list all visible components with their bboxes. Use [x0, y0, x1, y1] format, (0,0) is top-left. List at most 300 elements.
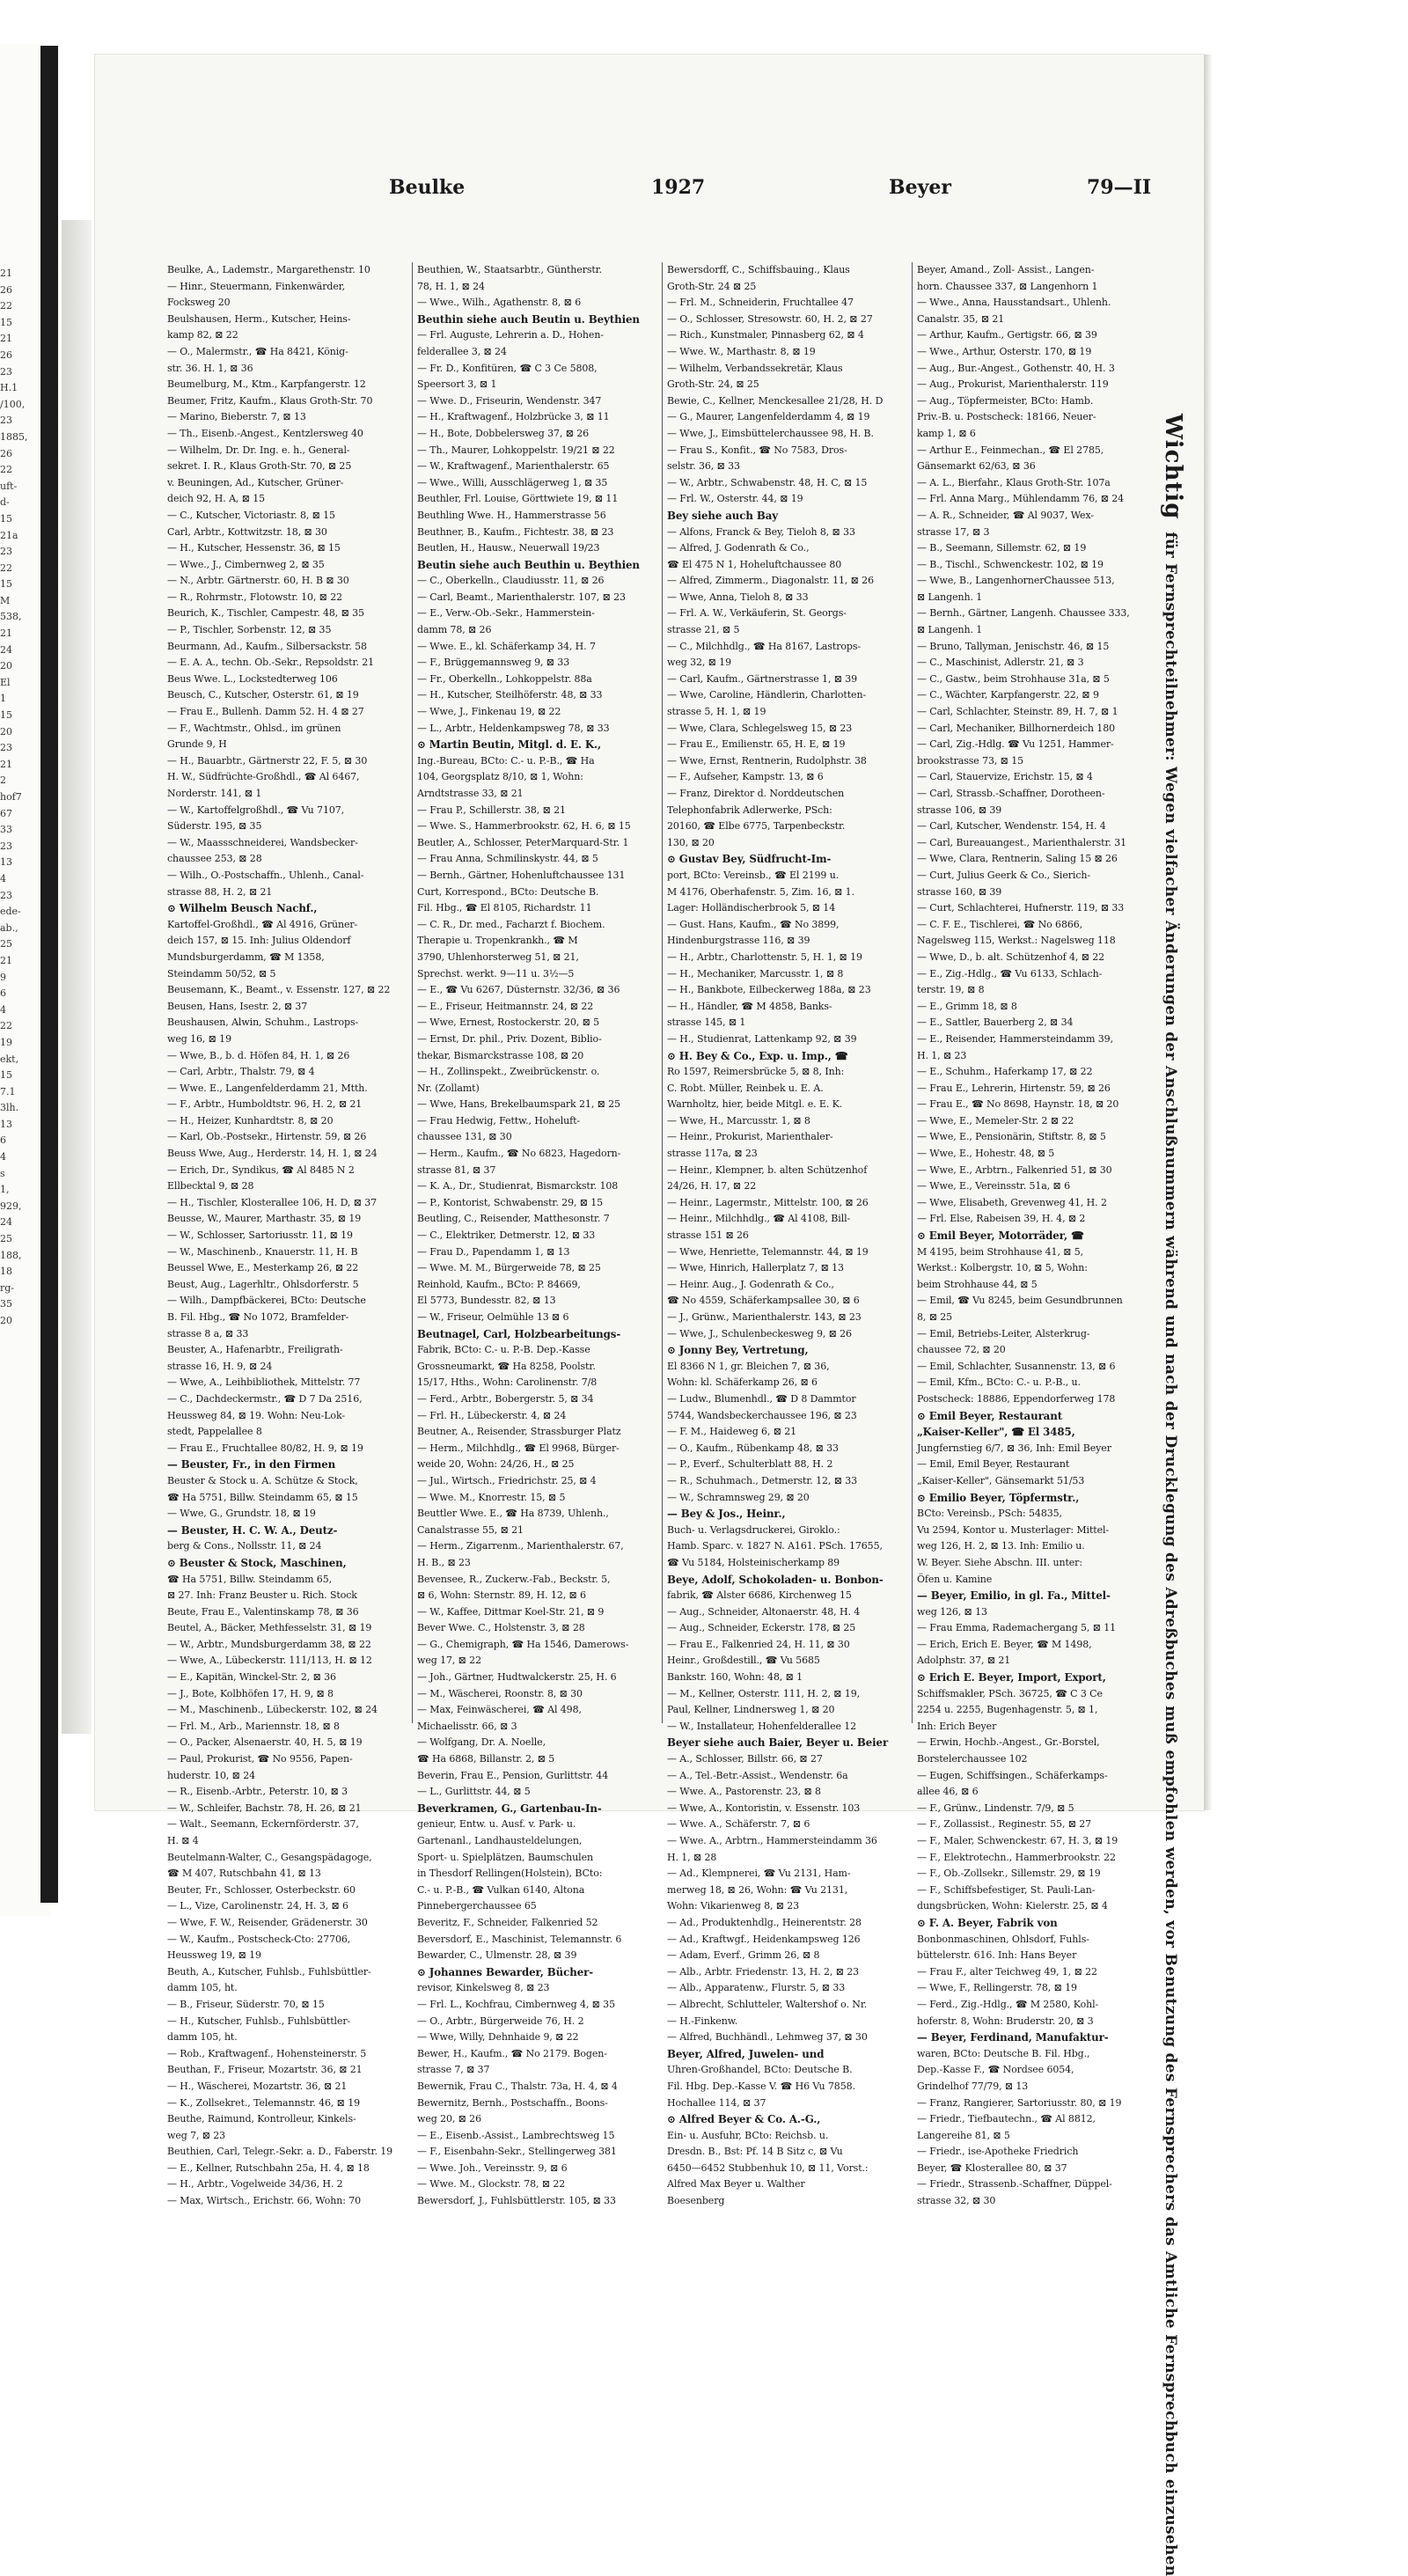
directory-entry: 2254 u. 2255, Bugenhagenstr. 5, ⊠ 1,	[917, 1704, 1098, 1716]
directory-entry: Sport- u. Spielplätzen, Baumschulen	[417, 1851, 593, 1863]
directory-entry: — Heinr., Lagermstr., Mittelstr. 100, ⊠ 26	[667, 1196, 869, 1208]
directory-entry: Wohn: Vikarienweg 8, ⊠ 23	[667, 1900, 800, 1912]
directory-entry: B. Fil. Hbg., ☎ No 1072, Bramfelder-	[167, 1311, 349, 1323]
directory-entry: revisor, Kinkelsweg 8, ⊠ 23	[417, 1982, 550, 1994]
directory-entry: Beyer, Amand., Zoll- Assist., Langen-	[917, 264, 1095, 275]
directory-entry: Beuthner, B., Kaufm., Fichtestr. 38, ⊠ 23	[417, 525, 614, 538]
directory-entry: strasse 106, ⊠ 39	[917, 804, 1002, 816]
directory-entry: 24/26, H. 17, ⊠ 22	[667, 1180, 757, 1193]
directory-entry: strasse 151 ⊠ 26	[667, 1229, 749, 1242]
margin-fragment: 15	[0, 316, 12, 328]
directory-entry: Beuthe, Raimund, Kontrolleur, Kinkels-	[167, 2113, 356, 2125]
directory-entry: Reinhold, Kaufm., BCto: P. 84669,	[417, 1278, 581, 1290]
directory-entry: Groth-Str. 24, ⊠ 25	[667, 378, 759, 391]
directory-entry: — Beyer, Emilio, in gl. Fa., Mittel-	[917, 1589, 1111, 1603]
directory-entry: Grunde 9, H	[167, 738, 227, 751]
directory-entry: — H., Kutscher, Steilhöferstr. 48, ⊠ 33	[417, 689, 603, 701]
directory-entry: — F., Maler, Schwenckestr. 67, H. 3, ⊠ 19	[917, 1835, 1118, 1846]
directory-entry: — C., Kutscher, Victoriastr. 8, ⊠ 15	[167, 509, 335, 521]
directory-entry: weg 126, H. 2, ⊠ 13. Inh: Emilio u.	[917, 1540, 1085, 1552]
directory-entry: Steindamm 50/52, ⊠ 5	[167, 967, 276, 980]
directory-entry: — H., Arbtr., Vogelweide 34/36, H. 2	[167, 2178, 343, 2191]
margin-fragment: 13	[0, 856, 12, 869]
page-gutter	[62, 220, 92, 1734]
directory-entry: Warnholtz, hier, beide Mitgl. e. E. K.	[667, 1098, 843, 1111]
margin-fragment: 2	[0, 774, 6, 787]
margin-fragment: 6	[0, 987, 6, 1000]
directory-entry: Beusemann, K., Beamt., v. Essenstr. 127, ⊠ 22	[167, 984, 391, 996]
directory-entry: brookstrasse 73, ⊠ 15	[917, 754, 1023, 767]
directory-entry: Nagelsweg 115, Werkst.: Nagelsweg 118	[917, 935, 1116, 947]
directory-entry: — O., Schlosser, Stresowstr. 60, H. 2, ⊠ 27	[667, 312, 873, 325]
directory-entry: weide 20, Wohn: 24/26, H., ⊠ 25	[417, 1458, 575, 1471]
directory-entry: 15/17, Hths., Wohn: Carolinenstr. 7/8	[417, 1376, 598, 1389]
directory-entry: Alfred Max Beyer u. Walther	[667, 2178, 805, 2191]
directory-entry: — Heinr., Prokurist, Marienthaler-	[667, 1131, 833, 1143]
directory-entry: — Alb., Arbtr. Friedenstr. 13, H. 2, ⊠ 23	[667, 1965, 860, 1978]
directory-entry: Pinnebergerchaussee 65	[417, 1900, 537, 1912]
directory-entry: ⊙ Johannes Bewarder, Bücher-	[417, 1965, 594, 1978]
directory-entry: felderallee 3, ⊠ 24	[417, 345, 507, 357]
directory-entry: H. ⊠ 4	[167, 1835, 199, 1846]
directory-entry: Beurmann, Ad., Kaufm., Silbersackstr. 58	[167, 640, 367, 652]
directory-entry: — Wwe, Anna, Tieloh 8, ⊠ 33	[667, 591, 809, 603]
directory-entry: Inh: Erich Beyer	[917, 1720, 997, 1732]
directory-entry: — W., Arbtr., Mundsburgerdamm 38, ⊠ 22	[167, 1638, 371, 1650]
directory-entry: — W., Schlosser, Sartoriusstr. 11, ⊠ 19	[167, 1229, 353, 1242]
margin-fragment: 19	[0, 1036, 12, 1048]
directory-entry: — Wwe, J., Finkenau 19, ⊠ 22	[417, 706, 561, 718]
directory-entry: — E., Friseur, Heitmannstr. 24, ⊠ 22	[417, 1000, 594, 1012]
directory-entry: Beutner, A., Reisender, Strassburger Platz	[417, 1426, 621, 1438]
directory-entry: Grindelhof 77/79, ⊠ 13	[917, 2080, 1029, 2092]
directory-entry: — Carl, Mechaniker, Billhornerdeich 180	[917, 722, 1116, 734]
directory-entry: „Kaiser-Keller", Gänsemarkt 51/53	[917, 1474, 1085, 1486]
margin-fragment: M	[0, 594, 11, 606]
directory-entry: berg & Cons., Nollsstr. 11, ⊠ 24	[167, 1540, 322, 1552]
directory-entry: Bewer, H., Kaufm., ☎ No 2179. Bogen-	[417, 2047, 607, 2059]
directory-entry: — Frau E., Lehrerin, Hirtenstr. 59, ⊠ 26	[917, 1082, 1111, 1094]
directory-entry: — Curt, Julius Geerk & Co., Sierich-	[917, 869, 1090, 881]
directory-entry: — F., Arbtr., Humboldtstr. 96, H. 2, ⊠ 21	[167, 1098, 363, 1111]
directory-entry: Bewernik, Frau C., Thalstr. 73a, H. 4, ⊠ 4	[417, 2080, 618, 2092]
directory-entry: — C., Dachdeckermstr., ☎ D 7 Da 2516,	[167, 1392, 363, 1405]
directory-entry: — E. A. A., techn. Ob.-Sekr., Repsoldstr. 21	[167, 657, 375, 669]
directory-entry: Beus Wwe. L., Lockstedterweg 106	[167, 672, 338, 685]
directory-entry: — Carl, Strassb.-Schaffner, Dorotheen-	[917, 788, 1105, 799]
directory-entry: — Wwe. W., Marthastr. 8, ⊠ 19	[667, 345, 816, 357]
directory-entry: Boesenberg	[667, 2195, 725, 2207]
directory-entry: — W., Maschinenb., Knauerstr. 11, H. B	[167, 1245, 358, 1258]
directory-entry: — G., Chemigraph, ☎ Ha 1546, Damerows-	[417, 1638, 629, 1650]
directory-entry: — Max, Feinwäscherei, ☎ Al 498,	[417, 1704, 582, 1716]
directory-entry: — C. F. E., Tischlerei, ☎ No 6866,	[917, 918, 1083, 930]
directory-entry: M 4176, Oberhafenstr. 5, Zim. 16, ⊠ 1.	[667, 885, 854, 898]
directory-entry: W. Beyer. Siehe Abschn. III. unter:	[917, 1556, 1082, 1568]
directory-entry: strasse 5, H. 1, ⊠ 19	[667, 706, 766, 718]
directory-entry: ⊠ Langenh. 1	[917, 591, 983, 603]
directory-entry: H. W., Südfrüchte-Großhdl., ☎ Al 6467,	[167, 771, 360, 783]
directory-entry: Michaelisstr. 66, ⊠ 3	[417, 1720, 517, 1732]
directory-entry: Mundsburgerdamm, ☎ M 1358,	[167, 950, 325, 963]
directory-entry: — H., Bote, Dobbelersweg 37, ⊠ 26	[417, 427, 590, 439]
directory-entry: Beuster, A., Hafenarbtr., Freiligrath-	[167, 1344, 343, 1356]
directory-entry: — Ernst, Dr. phil., Priv. Dozent, Biblio-	[417, 1032, 602, 1045]
directory-entry: weg 126, ⊠ 13	[917, 1605, 987, 1618]
directory-entry: — Frau Hedwig, Fettw., Hoheluft-	[417, 1114, 581, 1127]
directory-entry: — Beyer, Ferdinand, Manufaktur-	[917, 2031, 1109, 2044]
margin-fragment: 20	[0, 1315, 12, 1326]
margin-fragment: 13	[0, 1118, 12, 1130]
directory-entry: Fabrik, BCto: C.- u. P.-B. Dep.-Kasse	[417, 1344, 590, 1356]
directory-entry: — P., Kontorist, Schwabenstr. 29, ⊠ 15	[417, 1196, 604, 1208]
directory-entry: — Arthur E., Feinmechan., ☎ El 2785,	[917, 444, 1104, 456]
directory-entry: — W., Schleifer, Bachstr. 78, H. 26, ⊠ 21	[167, 1802, 362, 1814]
directory-entry: Dep.-Kasse F., ☎ Nordsee 6054,	[917, 2064, 1074, 2076]
directory-entry: — Bernh., Gärtner, Hohenluftchaussee 131	[417, 869, 626, 881]
directory-entry: — Emil, Schlachter, Susannenstr. 13, ⊠ 6	[917, 1360, 1116, 1372]
directory-entry: — N., Arbtr. Gärtnerstr. 60, H. B ⊠ 30	[167, 575, 349, 587]
directory-entry: — F., Wachtmstr., Ohlsd., im grünen	[167, 722, 341, 734]
directory-entry: ☎ No 4559, Schäferkampsallee 30, ⊠ 6	[667, 1295, 860, 1307]
directory-entry: — Frl. A. W., Verkäuferin, St. Georgs-	[667, 607, 847, 620]
directory-entry: Uhren-Großhandel, BCto: Deutsche B.	[667, 2064, 853, 2076]
directory-entry: — L., Arbtr., Heldenkampsweg 78, ⊠ 33	[417, 722, 610, 734]
directory-entry: — H., Kutscher, Hessenstr. 36, ⊠ 15	[167, 542, 341, 554]
column-divider	[662, 262, 663, 1723]
directory-entry: — W., Schramnsweg 29, ⊠ 20	[667, 1491, 810, 1503]
margin-fragment: 1885,	[0, 430, 28, 443]
directory-entry: — E., ☎ Vu 6267, Düsternstr. 32/36, ⊠ 36	[417, 984, 620, 996]
directory-entry: ⊙ Erich E. Beyer, Import, Export,	[917, 1671, 1106, 1684]
directory-entry: — Wwe. A., Pastorenstr. 23, ⊠ 8	[667, 1786, 821, 1798]
directory-entry: Beumer, Fritz, Kaufm., Klaus Groth-Str. 70	[167, 394, 373, 407]
directory-entry: — W., Friseur, Oelmühle 13 ⊠ 6	[417, 1311, 569, 1323]
directory-entry: — Th., Eisenb.-Angest., Kentzlersweg 40	[167, 427, 363, 439]
directory-entry: Beuss Wwe, Aug., Herderstr. 14, H. 1, ⊠ 24	[167, 1148, 378, 1160]
directory-entry: — Karl, Ob.-Postsekr., Hirtenstr. 59, ⊠ 26	[167, 1131, 367, 1143]
header-year: 1927	[651, 176, 706, 199]
margin-fragment: 3lh.	[0, 1102, 19, 1114]
directory-entry: — E., Kapitän, Winckel-Str. 2, ⊠ 36	[167, 1671, 336, 1684]
directory-entry: — Wwe, Ernest, Rostockerstr. 20, ⊠ 5	[417, 1016, 600, 1029]
directory-entry: — Wwe, B., LangenhornerChaussee 513,	[917, 575, 1115, 587]
previous-page-margin-text	[0, 266, 39, 1330]
directory-entry: Beulke, A., Lademstr., Margarethenstr. 10	[167, 264, 370, 275]
margin-fragment: /100,	[0, 398, 26, 410]
directory-entry: — K., Zollsekret., Telemannstr. 46, ⊠ 19	[167, 2096, 360, 2109]
directory-entry: ⊙ Beuster & Stock, Maschinen,	[167, 1556, 347, 1569]
directory-entry: Beyer, Alfred, Juwelen- und	[667, 2047, 825, 2060]
directory-entry: — Wwe., Anna, Hausstandsart., Uhlenh.	[917, 297, 1111, 309]
directory-entry: strasse 117a, ⊠ 23	[667, 1148, 758, 1160]
directory-entry: Beuthan, F., Friseur, Mozartstr. 36, ⊠ 21	[167, 2064, 363, 2076]
directory-entry: Beuthling Wwe. H., Hammerstrasse 56	[417, 509, 606, 521]
directory-entry: — F., Elektrotechn., Hammerbrookstr. 22	[917, 1851, 1116, 1863]
directory-entry: — Ad., Kraftwgf., Heidenkampsweg 126	[667, 1933, 861, 1945]
directory-entry: Beumelburg, M., Ktm., Karpfangerstr. 12	[167, 378, 366, 391]
directory-entry: Langereihe 81, ⊠ 5	[917, 2129, 1010, 2141]
directory-entry: — Curt, Schlachterei, Hufnerstr. 119, ⊠ 33	[917, 902, 1125, 914]
directory-entry: hoferstr. 8, Wohn: Bruderstr. 20, ⊠ 3	[917, 2015, 1094, 2027]
directory-entry: — Wwe, Clara, Schlegelsweg 15, ⊠ 23	[667, 722, 853, 734]
directory-entry: — Friedr., ise-Apotheke Friedrich	[917, 2146, 1079, 2158]
directory-entry: sekret. I. R., Klaus Groth-Str. 70, ⊠ 25	[167, 460, 352, 473]
entry-column-2	[417, 262, 653, 2207]
directory-entry: damm 105, ht.	[167, 2031, 238, 2044]
directory-entry: — Wwe., Willi, Ausschlägerweg 1, ⊠ 35	[417, 476, 608, 488]
directory-entry: ☎ El 475 N 1, Hoheluftchaussee 80	[667, 558, 842, 570]
directory-entry: — O., Kaufm., Rübenkamp 48, ⊠ 33	[667, 1442, 839, 1454]
directory-entry: — W., Installateur, Hohenfelderallee 12	[667, 1720, 857, 1732]
directory-entry: — Carl, Zig.-Hdlg. ☎ Vu 1251, Hammer-	[917, 738, 1114, 751]
directory-entry: — A. R., Schneider, ☎ Al 9037, Wex-	[917, 509, 1094, 521]
directory-entry: Postscheck: 18886, Eppendorferweg 178	[917, 1392, 1116, 1405]
margin-fragment: ede-	[0, 906, 21, 918]
directory-entry: weg 7, ⊠ 23	[167, 2129, 226, 2141]
directory-entry: — Adam, Everf., Grimm 26, ⊠ 8	[667, 1949, 820, 1962]
margin-fragment: rg-	[0, 1281, 15, 1294]
directory-entry: strasse 21, ⊠ 5	[667, 624, 740, 636]
directory-entry: — B., Tischl., Schwenckestr. 102, ⊠ 19	[917, 558, 1104, 570]
directory-entry: Bewarder, C., Ulmenstr. 28, ⊠ 39	[417, 1949, 577, 1962]
margin-fragment: 21	[0, 627, 12, 640]
margin-fragment: 22	[0, 464, 12, 476]
directory-entry: — E., Verw.-Ob.-Sekr., Hammerstein-	[417, 607, 595, 620]
directory-entry: BCto: Vereinsb., PSch: 54835,	[917, 1508, 1062, 1520]
margin-fragment: 26	[0, 447, 12, 459]
directory-entry: — Carl, Kaufm., Gärtnerstrasse 1, ⊠ 39	[667, 672, 858, 685]
margin-fragment: H.1	[0, 382, 18, 394]
directory-entry: — Wwe, Elisabeth, Grevenweg 41, H. 2	[917, 1196, 1107, 1208]
directory-entry: chaussee 72, ⊠ 20	[917, 1344, 1006, 1356]
directory-entry: — Marino, Bieberstr. 7, ⊠ 13	[167, 411, 306, 423]
page-number: 79—II	[1087, 176, 1152, 199]
margin-fragment: 23	[0, 546, 12, 558]
directory-entry: — Wilh., O.-Postschaffn., Uhlenh., Canal-	[167, 869, 364, 881]
margin-fragment: 15	[0, 1069, 12, 1082]
margin-fragment: 20	[0, 725, 12, 738]
notice-title: Wichtig	[1160, 414, 1186, 520]
directory-entry: — Jul., Wirtsch., Friedrichstr. 25, ⊠ 4	[417, 1474, 597, 1486]
margin-fragment: 538,	[0, 611, 22, 623]
directory-entry: — Carl, Schlachter, Steinstr. 89, H. 7, ⊠ 1	[917, 706, 1118, 718]
directory-entry: — O., Arbtr., Bürgerweide 76, H. 2	[417, 2015, 584, 2027]
directory-entry: — Paul, Prokurist, ☎ No 9556, Papen-	[167, 1753, 353, 1765]
directory-entry: — Frau D., Papendamm 1, ⊠ 13	[417, 1245, 570, 1258]
directory-entry: — Emil, Emil Beyer, Restaurant	[917, 1458, 1070, 1471]
directory-entry: Bankstr. 160, Wohn: 48, ⊠ 1	[667, 1671, 803, 1684]
margin-fragment: 22	[0, 300, 12, 312]
directory-entry: Werkst.: Kolbergstr. 10, ⊠ 5, Wohn:	[917, 1262, 1088, 1274]
directory-entry: ⊠ Langenh. 1	[917, 624, 983, 636]
directory-entry: Öfen u. Kamine	[917, 1573, 993, 1585]
directory-entry: — A., Schlosser, Billstr. 66, ⊠ 27	[667, 1753, 823, 1765]
directory-entry: — W., Kraftwagenf., Marienthalerstr. 65	[417, 460, 610, 473]
margin-fragment: 4	[0, 1151, 6, 1163]
directory-entry: — Erwin, Hochb.-Angest., Gr.-Borstel,	[917, 1736, 1100, 1749]
directory-entry: — Beuster, H. C. W. A., Deutz-	[167, 1523, 338, 1537]
directory-entry: Hamb. Sparc. v. 1827 N. A161. PSch. 17655,	[667, 1540, 883, 1552]
directory-entry: — Frl. L., Kochfrau, Cimbernweg 4, ⊠ 35	[417, 1998, 615, 2010]
directory-entry: — F., Aufseher, Kampstr. 13, ⊠ 6	[667, 771, 824, 783]
directory-entry: Beutin siehe auch Beuthin u. Beythien	[417, 558, 640, 571]
header-right-keyword: Beyer	[889, 176, 951, 199]
directory-entry: — Frl. W., Osterstr. 44, ⊠ 19	[667, 493, 803, 505]
directory-entry: — Alfred, Zimmerm., Diagonalstr. 11, ⊠ 26	[667, 575, 874, 587]
margin-fragment: El	[0, 676, 11, 688]
directory-entry: — Frau S., Konfit., ☎ No 7583, Dros-	[667, 444, 847, 456]
directory-entry: strasse 32, ⊠ 30	[917, 2195, 996, 2207]
directory-entry: — R., Rohrmstr., Flotowstr. 10, ⊠ 22	[167, 591, 342, 603]
directory-entry: büttelerstr. 616. Inh: Hans Beyer	[917, 1949, 1077, 1962]
directory-entry: — Wwe, A., Leihbibliothek, Mittelstr. 77	[167, 1376, 361, 1389]
directory-entry: — C., Milchhdlg., ☎ Ha 8167, Lastrops-	[667, 640, 861, 652]
directory-entry: Beutler, A., Schlosser, PeterMarquard-Str. 1	[417, 836, 629, 848]
directory-entry: Beurich, K., Tischler, Campestr. 48, ⊠ 35	[167, 607, 364, 620]
directory-entry: — Frl. M., Schneiderin, Fruchtallee 47	[667, 297, 854, 309]
directory-entry: — L., Vize, Carolinenstr. 24, H. 3, ⊠ 6	[167, 1900, 348, 1912]
directory-entry: weg 32, ⊠ 19	[667, 657, 731, 669]
directory-entry: — Wwe, Clara, Rentnerin, Saling 15 ⊠ 26	[917, 853, 1118, 865]
directory-entry: — Frl. M., Arb., Mariennstr. 18, ⊠ 8	[167, 1720, 340, 1732]
directory-entry: ⊙ Martin Beutin, Mitgl. d. E. K.,	[417, 738, 602, 752]
directory-entry: — Bruno, Tallyman, Jenischstr. 46, ⊠ 15	[917, 640, 1110, 652]
directory-entry: — Rich., Kunstmaler, Pinnasberg 62, ⊠ 4	[667, 329, 864, 341]
directory-entry: — Wwe. M. M., Bürgerweide 78, ⊠ 25	[417, 1262, 601, 1274]
directory-entry: selstr. 36, ⊠ 33	[667, 460, 740, 473]
directory-entry: — Emil, ☎ Vu 8245, beim Gesundbrunnen	[917, 1295, 1123, 1307]
directory-entry: — Wwe, Willy, Dehnhaide 9, ⊠ 22	[417, 2031, 579, 2044]
directory-entry: — E., Kellner, Rutschbahn 25a, H. 4, ⊠ 18	[167, 2161, 370, 2174]
directory-entry: Ro 1597, Reimersbrücke 5, ⊠ 8, Inh:	[667, 1066, 845, 1078]
directory-entry: Carl, Arbtr., Kottwitzstr. 18, ⊠ 30	[167, 525, 327, 538]
directory-entry: Beutnagel, Carl, Holzbearbeitungs-	[417, 1327, 621, 1340]
directory-entry: ⊙ Alfred Beyer & Co. A.-G.,	[667, 2113, 821, 2126]
directory-entry: — C. R., Dr. med., Facharzt f. Biochem.	[417, 918, 605, 930]
margin-fragment: 23	[0, 365, 12, 378]
directory-entry: ☎ Ha 5751, Billw. Steindamm 65,	[167, 1573, 332, 1585]
directory-entry: Bewersdorf, J., Fuhlsbüttlerstr. 105, ⊠ 33	[417, 2195, 616, 2207]
directory-entry: — R., Eisenb.-Arbtr., Peterstr. 10, ⊠ 3	[167, 1786, 348, 1798]
directory-entry: merweg 18, ⊠ 26, Wohn: ☎ Vu 2131,	[667, 1883, 848, 1896]
margin-fragment: 6	[0, 1134, 6, 1147]
directory-entry: — Frl. Anna Marg., Mühlendamm 76, ⊠ 24	[917, 493, 1125, 505]
directory-entry: Arndtstrasse 33, ⊠ 21	[417, 788, 524, 799]
directory-entry: — H., Heizer, Kunhardtstr. 8, ⊠ 20	[167, 1114, 334, 1127]
directory-entry: — Erich, Erich E. Beyer, ☎ M 1498,	[917, 1638, 1092, 1650]
directory-entry: — E., Grimm 18, ⊠ 8	[917, 1000, 1017, 1012]
directory-entry: — Wwe. E., kl. Schäferkamp 34, H. 7	[417, 640, 596, 652]
directory-entry: — Frau Anna, Schmilinskystr. 44, ⊠ 5	[417, 853, 598, 865]
margin-fragment: 22	[0, 1020, 12, 1032]
directory-entry: — Wwe., J., Cimbernweg 2, ⊠ 35	[167, 558, 325, 570]
directory-entry: M 4195, beim Strohhause 41, ⊠ 5,	[917, 1245, 1084, 1258]
directory-entry: Heussweg 84, ⊠ 19. Wohn: Neu-Lok-	[167, 1409, 345, 1421]
directory-entry: — Alfons, Franck & Bey, Tieloh 8, ⊠ 33	[667, 525, 855, 538]
directory-entry: — Wwe, Henriette, Telemannstr. 44, ⊠ 19	[667, 1245, 869, 1258]
directory-entry: Beyer siehe auch Baier, Beyer u. Beier	[667, 1736, 889, 1750]
margin-fragment: d-	[0, 496, 10, 509]
directory-entry: 130, ⊠ 20	[667, 836, 715, 848]
directory-entry: — Aug., Bur.-Angest., Gothenstr. 40, H. 3	[917, 362, 1115, 374]
directory-entry: Hochallee 114, ⊠ 37	[667, 2096, 766, 2109]
directory-entry: — P., Everf., Schulterblatt 88, H. 2	[667, 1458, 833, 1471]
directory-entry: — Wwe, A., Kontoristin, v. Essenstr. 103	[667, 1802, 861, 1814]
directory-entry: — Wilhelm, Verbandssekretär, Klaus	[667, 362, 843, 374]
directory-entry: — Alfred, J. Godenrath & Co.,	[667, 542, 810, 554]
directory-entry: — Joh., Gärtner, Hudtwalckerstr. 25, H. 6	[417, 1671, 617, 1684]
directory-entry: — Carl, Stauervize, Erichstr. 15, ⊠ 4	[917, 771, 1093, 783]
directory-entry: strasse 81, ⊠ 37	[417, 1163, 496, 1176]
directory-entry: damm 105, ht.	[167, 1982, 238, 1994]
directory-entry: — Frau Emma, Rademachergang 5, ⊠ 11	[917, 1622, 1117, 1634]
directory-entry: Beutling, C., Reisender, Matthesonstr. 7	[417, 1213, 610, 1225]
directory-entry: — H., Kutscher, Fuhlsb., Fuhlsbüttler-	[167, 2015, 351, 2027]
directory-entry: — M., Maschinenb., Lübeckerstr. 102, ⊠ 24	[167, 1704, 378, 1716]
directory-entry: port, BCto: Vereinsb., ☎ El 2199 u.	[667, 869, 840, 881]
directory-entry: — Max, Wirtsch., Erichstr. 66, Wohn: 70	[167, 2195, 362, 2207]
directory-entry: — Wwe, B., b. d. Höfen 84, H. 1, ⊠ 26	[167, 1049, 350, 1061]
page-edge	[1204, 55, 1213, 1810]
directory-entry: — W., Kaffee, Dittmar Koel-Str. 21, ⊠ 9	[417, 1605, 605, 1618]
margin-fragment: 23	[0, 840, 12, 852]
directory-entry: — C., Wächter, Karpfangerstr. 22, ⊠ 9	[917, 689, 1099, 701]
directory-entry: — W., Kartoffelgroßhdl., ☎ Vu 7107,	[167, 804, 345, 816]
margin-fragment: 15	[0, 578, 12, 591]
directory-entry: — H., Tischler, Klosterallee 106, H. D, ⊠ 37	[167, 1196, 378, 1208]
directory-entry: El 5773, Bundesstr. 82, ⊠ 13	[417, 1295, 556, 1307]
directory-entry: Beveritz, F., Schneider, Falkenried 52	[417, 1916, 598, 1928]
directory-entry: — Carl, Beamt., Marienthalerstr. 107, ⊠ 23	[417, 591, 626, 603]
directory-entry: — Wilh., Dampfbäckerei, BCto: Deutsche	[167, 1295, 366, 1307]
directory-entry: str. 36. H. 1, ⊠ 36	[167, 362, 253, 374]
directory-entry: 104, Georgsplatz 8/10, ⊠ 1, Wohn:	[417, 771, 583, 783]
directory-entry: C. Robt. Müller, Reinbek u. E. A.	[667, 1082, 824, 1094]
directory-entry: — E., Sattler, Bauerberg 2, ⊠ 34	[917, 1016, 1074, 1029]
directory-entry: Beusen, Hans, Isestr. 2, ⊠ 37	[167, 1000, 308, 1012]
directory-entry: ⊠ 27. Inh: Franz Beuster u. Rich. Stock	[167, 1589, 357, 1602]
directory-entry: Beusch, C., Kutscher, Osterstr. 61, ⊠ 19	[167, 689, 359, 701]
directory-entry: Bewernitz, Bernh., Postschaffn., Boons-	[417, 2096, 608, 2109]
directory-entry: Paul, Kellner, Lindnersweg 1, ⊠ 20	[667, 1704, 835, 1716]
directory-entry: — M., Wäscherei, Roonstr. 8, ⊠ 30	[417, 1687, 583, 1699]
directory-entry: Beute, Frau E., Valentinskamp 78, ⊠ 36	[167, 1605, 359, 1618]
directory-entry: Bonbonmaschinen, Ohlsdorf, Fuhls-	[917, 1933, 1089, 1945]
directory-entry: ⊙ Wilhelm Beusch Nachf.,	[167, 902, 318, 915]
directory-entry: Ing.-Bureau, BCto: C.- u. P.-B., ☎ Ha	[417, 754, 595, 767]
directory-entry: kamp 1, ⊠ 6	[917, 427, 976, 439]
directory-entry: strasse 7, ⊠ 37	[417, 2064, 490, 2076]
margin-fragment: s	[0, 1167, 5, 1179]
margin-fragment: 25	[0, 938, 12, 950]
directory-entry: — C., Elektriker, Detmerstr. 12, ⊠ 33	[417, 1229, 596, 1242]
directory-entry: Beust, Aug., Lagerhltr., Ohlsdorferstr. 5	[167, 1278, 359, 1290]
directory-entry: strasse 160, ⊠ 39	[917, 885, 1002, 898]
directory-entry: ⊠ 6, Wohn: Sternstr. 89, H. 12, ⊠ 6	[417, 1589, 586, 1602]
directory-entry: — F. M., Haideweg 6, ⊠ 21	[667, 1426, 797, 1438]
directory-entry: 8, ⊠ 25	[917, 1311, 953, 1323]
directory-entry: — C., Maschinist, Adlerstr. 21, ⊠ 3	[917, 657, 1084, 669]
directory-entry: deich 157, ⊠ 15. Inh: Julius Oldendorf	[167, 935, 351, 947]
directory-entry: — Fr. D., Konfitüren, ☎ C 3 Ce 5808,	[417, 362, 598, 374]
margin-fragment: 1	[0, 693, 6, 705]
directory-entry: Beyer, ☎ Klosterallee 80, ⊠ 37	[917, 2161, 1067, 2174]
directory-entry: ☎ Ha 5751, Billw. Steindamm 65, ⊠ 15	[167, 1491, 358, 1503]
directory-entry: Dresdn. B., Bst: Pf. 14 B Sitz c, ⊠ Vu	[667, 2146, 843, 2158]
directory-entry: — F., Schiffsbefestiger, St. Pauli-Lan-	[917, 1883, 1096, 1896]
directory-entry: — Ludw., Blumenhdl., ☎ D 8 Dammtor	[667, 1392, 856, 1405]
